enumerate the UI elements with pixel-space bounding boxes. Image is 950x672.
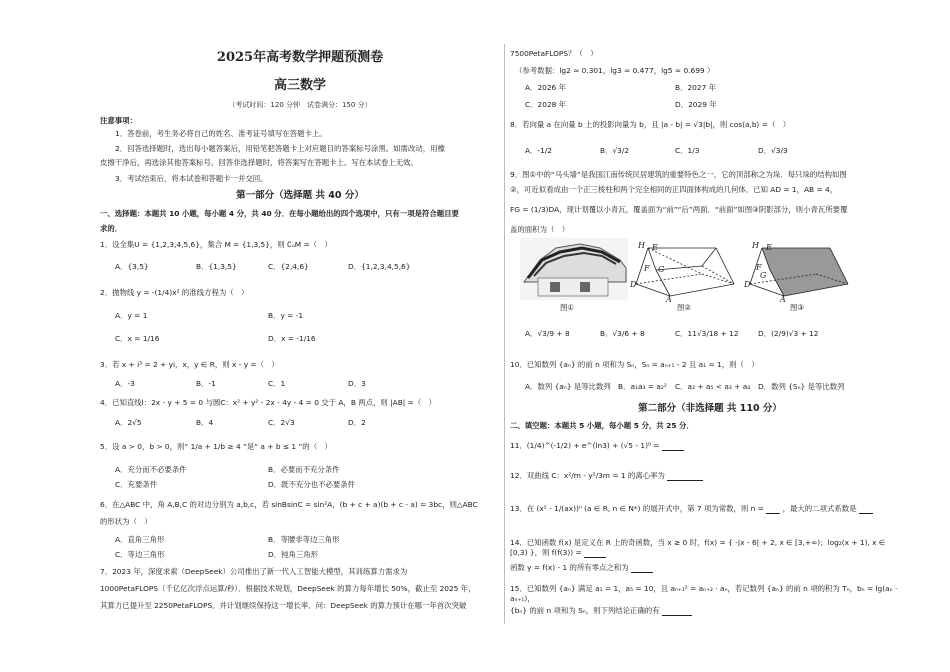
right-column (510, 0, 910, 672)
q5-option-b: B．必要而不充分条件 (268, 465, 340, 474)
q8-option-b: B．√3/2 (600, 146, 630, 155)
question-11 (510, 441, 684, 451)
q9-option-b: B．√3/6 + 8 (600, 329, 645, 338)
q10-option-a: A．数列 {aₙ} 是等比数列 (525, 382, 611, 391)
q7-option-a: A．2026 年 (525, 83, 566, 92)
question-7-end: 7500PetaFLOPS？（ ） (510, 49, 598, 58)
question-10: 10．已知数列 {aₙ} 的前 n 项和为 Sₙ，Sₙ = aₙ₊₁ - 2 且 a₁ = 1，则（ ） (510, 360, 759, 369)
q7-option-d: D．2029 年 (675, 100, 717, 109)
question-14-text: 14．已知函数 f(x) 是定义在 R 上的奇函数，当 x ≥ 0 时，f(x) = { -|x - 6| + 2, x ∈ [3,+∞)；log₂(x + 1), x ∈ [0,3) }，则 f(f(3)) = (510, 538, 886, 557)
q13-answer-blank-2[interactable] (859, 505, 873, 514)
part2-title: 第二部分（非选择题 共 110 分） (638, 403, 782, 414)
svg-text:D: D (630, 280, 637, 289)
q3-option-a: A．-3 (115, 379, 135, 388)
q5-option-a: A．充分而不必要条件 (115, 465, 187, 474)
q8-option-c: C．1/3 (675, 146, 700, 155)
svg-text:G: G (760, 271, 767, 280)
figure-1-photo (520, 238, 628, 300)
q2-option-c: C．x = 1/16 (115, 334, 160, 343)
q1-option-b: B．{1,3,5} (196, 262, 237, 271)
svg-text:A: A (666, 295, 672, 302)
question-4: 4．已知直线l：2x - y + 5 = 0 与圆C：x² + y² - 2x - 4y - 4 = 0 交于 A，B 两点，则 |AB| =（ ） (100, 398, 436, 407)
q10-option-b: B．a₁a₃ = a₂² (618, 382, 667, 391)
question-11-text: 11．(1/4)^(-1/2) + e^(ln3) + (√5 - 1)⁰ = (510, 441, 660, 450)
q9-option-c: C．11√3/18 + 12 (675, 329, 739, 338)
question-14 (510, 538, 905, 558)
part1-instructions-cont: 求的． (100, 224, 123, 233)
question-9-cont: ②，可近似看成由一个正三棱柱和两个完全相同的正四面体构成的几何体．已知 AD = 1，AB = 4， (510, 185, 838, 194)
paper-title: 2025年高考数学押题预测卷 (216, 50, 384, 65)
q12-answer-blank[interactable] (667, 472, 703, 481)
q6-option-c: C．等边三角形 (115, 550, 165, 559)
q2-option-a: A．y = 1 (115, 311, 148, 320)
question-7-cont2: 其算力已提升至 2250PetaFLOPS。并计划继续保持这一增长率．问：DeepSeek 的算力预计在哪一年首次突破 (100, 601, 467, 610)
q1-option-d: D．{1,2,3,4,5,6} (348, 262, 411, 271)
svg-text:E: E (652, 243, 658, 252)
question-12-text: 12．双曲线 C：x²/m - y²/3m = 1 的离心率为 (510, 471, 665, 480)
part2-instructions: 二、填空题：本题共 5 小题，每小题 5 分，共 25 分． (510, 421, 694, 430)
part1-instructions: 一、选择题：本题共 10 小题，每小题 4 分，共 40 分．在每小题给出的四个选项中，只有一项是符合题目要 (100, 209, 459, 218)
q3-option-d: D．3 (348, 379, 366, 388)
q13-answer-blank-1[interactable] (766, 505, 780, 514)
q7-option-c: C．2028 年 (525, 100, 567, 109)
q15-answer-blank[interactable] (662, 607, 692, 616)
q5-option-d: D．既不充分也不必要条件 (268, 480, 355, 489)
note-item: 2．回答选择题时，选出每小题答案后，用铅笔把答题卡上对应题目的答案标号涂黑。如需改动，用橡 (115, 144, 445, 153)
q9-option-a: A．√3/9 + 8 (525, 329, 570, 338)
question-9-cont3: 盖的面积为（ ） (510, 225, 570, 234)
q1-option-c: C．{2,4,6} (268, 262, 309, 271)
q7-reference-data: （参考数据：lg2 ≈ 0.301，lg3 ≈ 0.477，lg5 ≈ 0.699 ） (515, 66, 715, 75)
q11-answer-blank[interactable] (662, 442, 684, 451)
figure-2-label: 图② (677, 303, 692, 312)
q10-option-d: D．数列 {Sₙ} 是等比数列 (758, 382, 845, 391)
question-15-cont (510, 606, 692, 616)
q3-option-c: C．1 (268, 379, 286, 388)
question-14-text-cont: 函数 y = f(x) - 1 的所有零点之和为 (510, 563, 629, 572)
q4-option-b: B．4 (196, 418, 214, 427)
q14-answer-blank-2[interactable] (631, 564, 653, 573)
q5-option-c: C．充要条件 (115, 480, 158, 489)
figure-2-diagram (630, 240, 742, 302)
notes-heading: 注意事项： (100, 116, 137, 125)
q14-answer-blank-1[interactable] (584, 549, 606, 558)
question-9-cont2: FG = (1/3)DA，现计划覆以小青瓦，覆盖面为“前”“后”两面．“前面”如图③阴影部分，则小青瓦所要覆 (510, 205, 848, 214)
part1-title: 第一部分（选择题 共 40 分） (236, 190, 364, 201)
question-8: 8．若向量 a 在向量 b 上的投影向量为 b，且 |a - b| = √3|b|，则 cos⟨a,b⟩ =（ ） (510, 120, 791, 129)
q6-option-a: A．直角三角形 (115, 535, 165, 544)
exam-info: （考试时间：120 分钟 试卷满分：150 分） (228, 101, 372, 109)
q1-option-a: A．{3,5} (115, 262, 149, 271)
question-7-cont: 1000PetaFLOPS（千亿亿次浮点运算/秒）．根据技术规划，DeepSeek 的算力每年增长 50%，截止至 2025 年， (100, 584, 476, 593)
paper-subject: 高三数学 (273, 78, 326, 93)
question-7: 7．2023 年，深度求索（DeepSeek）公司推出了新一代人工智能大模型，其训练算力需求为 (100, 567, 408, 576)
svg-text:F: F (644, 264, 650, 273)
figure-3-diagram (744, 240, 856, 302)
svg-text:A: A (780, 295, 786, 302)
figure-3-label: 图③ (790, 303, 805, 312)
svg-text:G: G (658, 265, 665, 274)
q8-option-a: A．-1/2 (525, 146, 553, 155)
q4-option-d: D．2 (348, 418, 366, 427)
question-5: 5．设 a > 0，b > 0，则“ 1/a + 1/b ≥ 4 ”是“ a + b ≤ 1 ”的（ ） (100, 442, 332, 451)
q9-option-d: D．(2/9)√3 + 12 (758, 329, 819, 338)
q2-option-d: D．x = -1/16 (268, 334, 316, 343)
q6-option-b: B．等腰非等边三角形 (268, 535, 340, 544)
question-15: 15．已知数列 {aₙ} 满足 a₁ = 1，a₅ = 10，且 aₙ₊₁² = aₙ₊₂ · aₙ，若记数列 {aₙ} 的前 n 项的积为 Tₙ，bₙ = lg(aₙ · aₙ₊₁)， (510, 584, 898, 603)
question-9: 9．图①中的“马头墙”是我国江南传统民居建筑的重要特色之一，它的顶部称之为垛．每只垛的结构如图 (510, 170, 847, 179)
q4-option-c: C．2√3 (268, 418, 295, 427)
question-6: 6．在△ABC 中，角 A,B,C 的对边分别为 a,b,c，若 sinBsinC = sin²A，(b + c + a)(b + c - a) = 3bc，则△ABC (100, 500, 478, 509)
question-6-cont: 的形状为（ ） (100, 517, 152, 526)
q2-option-b: B．y = -1 (268, 311, 304, 320)
column-divider (504, 44, 505, 624)
q10-option-c: C．a₂ + a₅ < a₃ + a₄ (675, 382, 751, 391)
svg-text:E: E (766, 243, 772, 252)
note-item: 1．答卷前，考生务必将自己的姓名、准考证号填写在答题卡上。 (115, 129, 327, 138)
question-13-text: 13．在 (x² - 1/(ax))ⁿ (a ∈ R, n ∈ N*) 的展开式中，第 7 项为常数，则 n = (510, 504, 764, 513)
question-14-cont (510, 563, 653, 573)
svg-text:D: D (744, 280, 751, 289)
question-12 (510, 471, 703, 481)
question-13-text-cont: ，最大的二项式系数是 (782, 504, 857, 513)
figure-1-label: 图① (560, 303, 575, 312)
note-item: 皮擦干净后，再选涂其他答案标号。回答非选择题时，将答案写在答题卡上。写在本试卷上无效。 (100, 158, 418, 167)
q4-option-a: A．2√5 (115, 418, 142, 427)
question-15-text-cont: {bₙ} 的前 n 项和为 Sₙ，则下列结论正确的有 (510, 606, 660, 615)
left-column (100, 0, 500, 672)
q3-option-b: B．-1 (196, 379, 216, 388)
question-2: 2．抛物线 y = -(1/4)x² 的准线方程为（ ） (100, 288, 249, 297)
q8-option-d: D．√3/3 (758, 146, 788, 155)
q7-option-b: B．2027 年 (675, 83, 717, 92)
question-13 (510, 504, 873, 514)
svg-text:H: H (752, 241, 759, 250)
q6-option-d: D．钝角三角形 (268, 550, 319, 559)
question-1: 1．设全集U = {1,2,3,4,5,6}，集合 M = {1,3,5}，则 ∁ᵤM =（ ） (100, 240, 332, 249)
note-item: 3．考试结束后，将本试卷和答题卡一并交回。 (115, 174, 268, 183)
svg-text:H: H (638, 241, 645, 250)
question-3: 3．若 x + i³ = 2 + yi，x，y ∈ R，则 x - y =（ ） (100, 360, 279, 369)
svg-text:F: F (756, 263, 762, 272)
